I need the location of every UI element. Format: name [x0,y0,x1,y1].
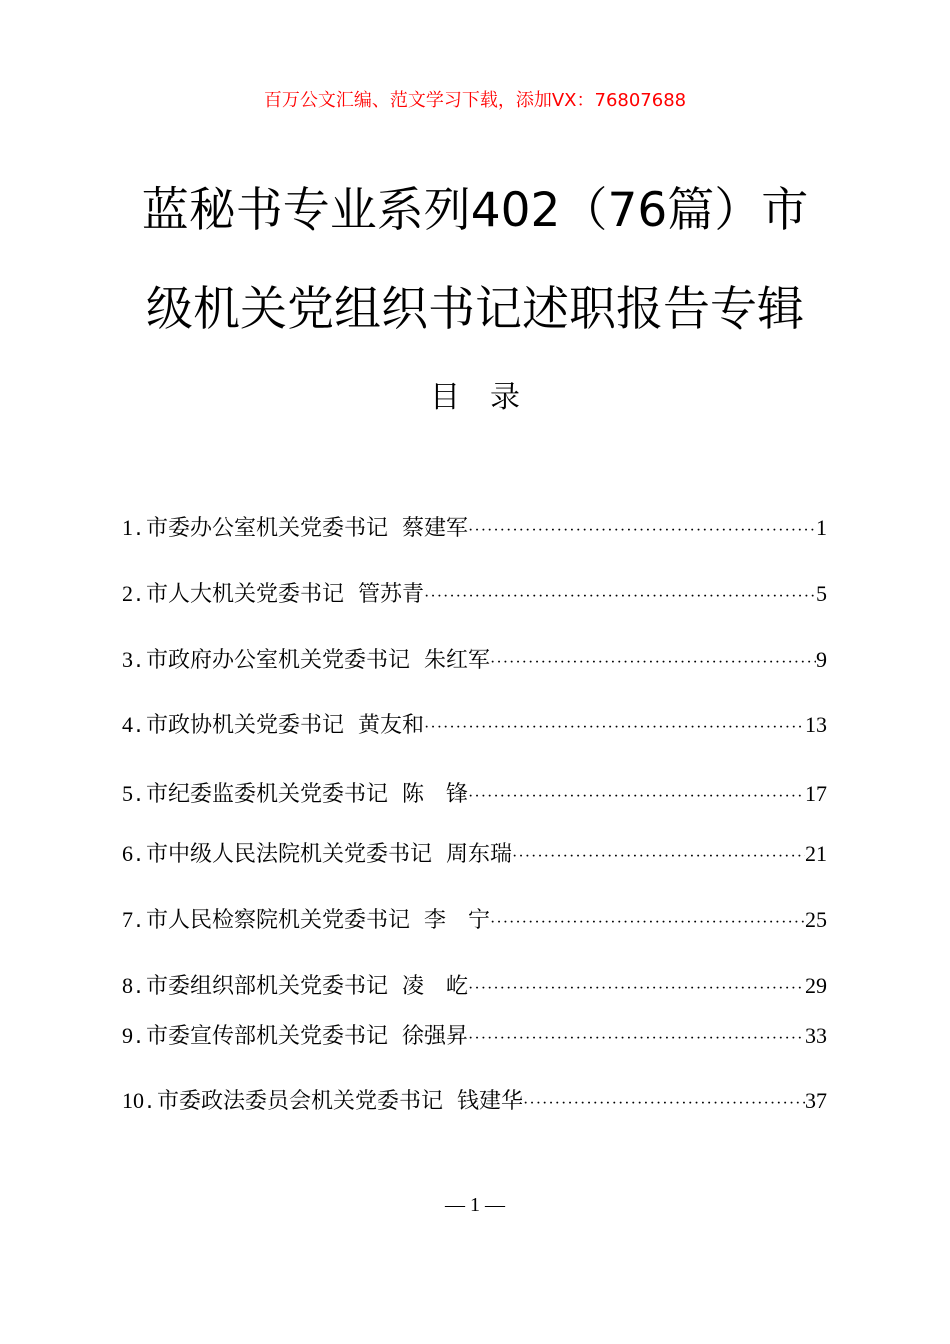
toc-entry-title: 市纪委监委机关党委书记 [146,782,389,807]
toc-entry-title: 市政协机关党委书记 [146,713,345,738]
toc-entry-number: 1 [122,515,133,540]
toc-entry-separator: . [135,648,142,673]
toc-entry-separator: . [135,842,142,867]
toc-entry-number: 4 [122,712,133,737]
toc-entry-title: 市委政法委员会机关党委书记 [157,1089,444,1114]
toc-entry-author: 陈 锋 [402,782,469,807]
toc-entry-title: 市政府办公室机关党委书记 [146,648,411,673]
toc-entry-author: 徐强昇 [402,1024,469,1049]
toc-entry-title: 市委组织部机关党委书记 [146,974,389,999]
toc-entry-page: 29 [805,973,827,998]
toc-entry[interactable] [122,903,827,937]
toc-dot-leader [468,780,805,811]
toc-entry-author: 蔡建军 [402,516,469,541]
toc-entry-author: 钱建华 [457,1089,524,1114]
toc-entry[interactable] [122,511,827,545]
toc-dot-leader [468,514,816,545]
toc-dot-leader [490,646,816,677]
document-title-line-2: 级机关党组织书记述职报告专辑 [146,282,804,337]
toc-entry-number: 6 [122,841,133,866]
page-number: — 1 — [445,1194,505,1216]
toc-entry-page: 1 [816,515,827,540]
toc-entry-author: 李 宁 [424,908,491,933]
toc-entry-author: 凌 屹 [402,974,469,999]
toc-dot-leader [424,580,816,611]
header-contact-note: 百万公文汇编、范文学习下载，添加VX：76807688 [263,90,687,111]
toc-entry-number: 2 [122,581,133,606]
toc-entry-number: 9 [122,1023,133,1048]
toc-entry-number: 7 [122,907,133,932]
document-title-line-1: 蓝秘书专业系列402（76篇）市 [141,183,809,238]
toc-entry-title: 市人大机关党委书记 [146,582,345,607]
toc-entry-separator: . [135,1024,142,1049]
toc-entry[interactable] [122,708,827,742]
toc-entry-separator: . [135,908,142,933]
toc-entry-title: 市委宣传部机关党委书记 [146,1024,389,1049]
toc-entry-page: 25 [805,907,827,932]
toc-entry-author: 周东瑞 [446,842,513,867]
toc-entry[interactable] [122,577,827,611]
toc-dot-leader [490,906,805,937]
toc-entry[interactable] [122,969,827,1003]
toc-entry-page: 5 [816,581,827,606]
toc-entry-title: 市中级人民法院机关党委书记 [146,842,433,867]
toc-entry-author: 管苏青 [358,582,425,607]
toc-entry-author: 朱红军 [424,648,491,673]
toc-entry[interactable] [122,1019,827,1053]
toc-entry-separator: . [146,1089,153,1114]
toc-entry-separator: . [135,974,142,999]
toc-entry[interactable] [122,837,827,871]
toc-heading: 目录 [430,380,550,415]
toc-entry-page: 17 [805,781,827,806]
toc-entry[interactable] [122,643,827,677]
toc-entry[interactable] [122,1084,827,1118]
toc-entry-title: 市人民检察院机关党委书记 [146,908,411,933]
toc-entry-author: 黄友和 [358,713,425,738]
toc-entry-number: 8 [122,973,133,998]
toc-dot-leader [523,1087,805,1118]
toc-entry-separator: . [135,516,142,541]
toc-entry-separator: . [135,582,142,607]
toc-entry-page: 13 [805,712,827,737]
toc-entry[interactable] [122,777,827,811]
toc-entry-page: 21 [805,841,827,866]
toc-entry-separator: . [135,713,142,738]
toc-entry-number: 3 [122,647,133,672]
toc-dot-leader [468,972,805,1003]
toc-entry-title: 市委办公室机关党委书记 [146,516,389,541]
toc-entry-page: 33 [805,1023,827,1048]
toc-dot-leader [512,840,805,871]
toc-entry-number: 10 [122,1088,144,1113]
toc-entry-page: 9 [816,647,827,672]
toc-dot-leader [424,711,805,742]
toc-dot-leader [468,1022,805,1053]
toc-entry-page: 37 [805,1088,827,1113]
toc-entry-separator: . [135,782,142,807]
toc-entry-number: 5 [122,781,133,806]
